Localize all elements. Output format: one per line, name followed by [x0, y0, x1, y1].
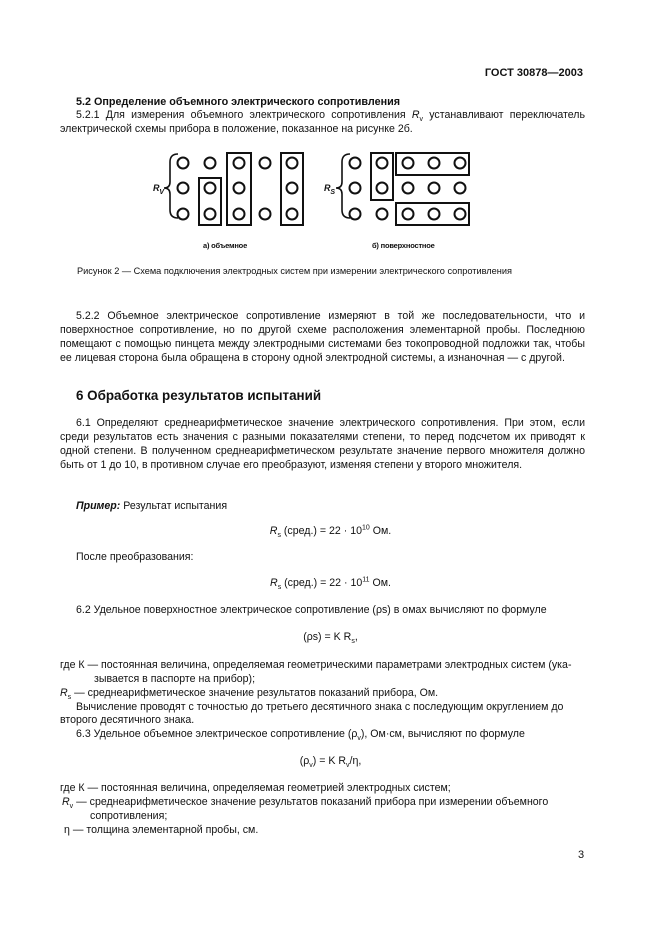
- formula-4: $(\rho_v) = K$ $R_v/\eta$,: [299, 755, 362, 770]
- example-line: [76, 499, 227, 513]
- where-eta: η — толщина элементарной пробы, см.: [64, 824, 259, 836]
- example-label: Пример:: [76, 500, 121, 512]
- example-text: Результат испытания: [123, 500, 228, 512]
- where-rv: $R_v$ — среднеарифметическое значение результатов показаний прибора при измерении объемного: [62, 796, 549, 811]
- standard-number: ГОСТ 30878—2003: [484, 67, 583, 79]
- where-k-1-cont: зывается в паспорте на прибор);: [94, 673, 256, 685]
- where-k-2: где К — постоянная величина, определяемая геометрией электродных систем;: [60, 782, 451, 794]
- p521-text-a: 5.2.1 Для измерения объемного электрического сопротивления: [76, 109, 406, 121]
- paragraph-5-2-1: [60, 108, 585, 136]
- paragraph-6-3: 6.3 Удельное объемное электрическое сопротивление $(\rho_v)$, Ом·см, вычисляют по формуле: [76, 728, 525, 743]
- rv-sub: v: [419, 116, 423, 124]
- where-k-1: где К — постоянная величина, определяемая геометрическими параметрами электродных систем (ука-: [60, 659, 572, 671]
- section-6-title: 6 Обработка результатов испытаний: [76, 388, 322, 403]
- paragraph-6-2: 6.2 Удельное поверхностное электрическое сопротивление (ρs) в омах вычисляют по формуле: [76, 604, 547, 616]
- section-5-2-title: 5.2 Определение объемного электрического сопротивления: [76, 96, 401, 108]
- page-number: 3: [578, 849, 585, 861]
- formula-1: $R_s$ (сред.) = $22 \cdot 10^{10}$ Ом.: [269, 524, 392, 540]
- label-volume: а) объемное: [203, 241, 248, 250]
- label-surface: б) поверхностное: [372, 241, 435, 250]
- rv-label: $R_V$: [153, 183, 164, 196]
- paragraph-6-1: 6.1 Определяют среднеарифметическое значение электрического сопротивления. При этом, если среди результатов есть значения с разными показателями степени, то перед подсчетом их приводят к одной степени. В полученном среднеарифметическом результате значение первого множителя должно быть от 1 до 10, в противном случае его преобразуют, изменяя степени у второго множителя.: [60, 417, 585, 471]
- after-conversion: После преобразования:: [76, 551, 194, 563]
- rs-label: $R_S$: [324, 183, 335, 196]
- calc-precision-cont: второго десятичного знака.: [60, 714, 195, 726]
- figure-2: [150, 148, 470, 258]
- p521-text-b: устанавливают переключатель электрической схемы прибора в положение, показанное на рисунке 2б.: [60, 109, 585, 135]
- formula-3: (ρs) = K $R_s$,: [303, 631, 358, 646]
- formula-2: $R_s$ (сред.) = $22 \cdot 10^{11}$ Ом.: [270, 576, 391, 592]
- rv-symbol: R: [411, 109, 420, 121]
- where-rs: $R_s$ — среднеарифметическое значение результатов показаний прибора, Ом.: [60, 687, 439, 702]
- paragraph-5-2-2: 5.2.2 Объемное электрическое сопротивление измеряют в той же последовательности, что и поверхностное сопротивление, но по другой схеме расположения элементарной пробы. Последнюю помещают с помощью пинцета между электродными системами без токопроводной подложки так, чтобы ее лицевая сторона была обращена в сторону одной электродной системы, а изнаночная — с другой.: [60, 310, 585, 364]
- where-rv-cont: сопротивления;: [90, 810, 168, 822]
- figure-caption: Рисунок 2 — Схема подключения электродных систем при измерении электрического сопротивления: [77, 266, 512, 276]
- calc-precision: Вычисление проводят с точностью до третьего десятичного знака с последующим округлением до: [76, 701, 564, 713]
